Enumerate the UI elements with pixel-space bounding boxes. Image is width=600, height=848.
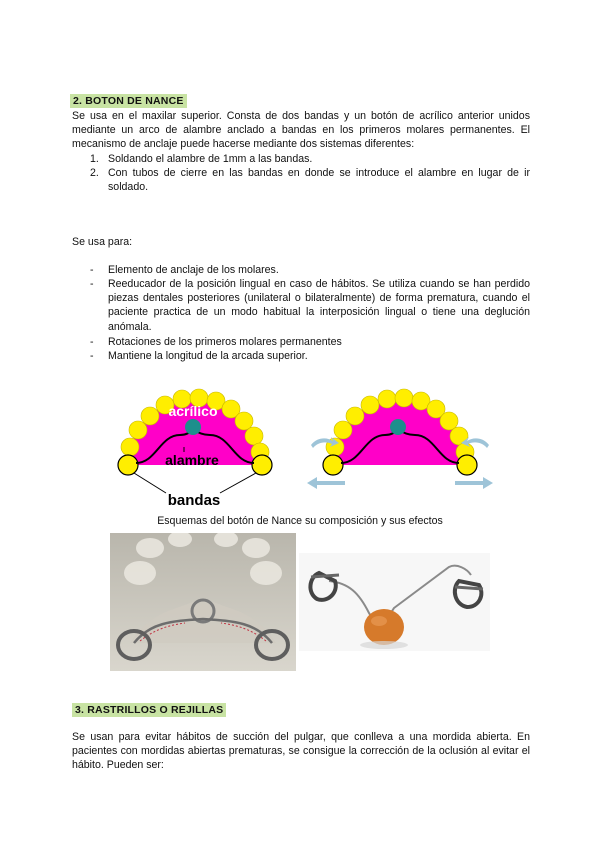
distal-arrow-left-icon	[307, 477, 345, 489]
nance-composition-diagram	[110, 385, 280, 515]
list-dash: -	[90, 336, 94, 348]
section2-intro-paragraph: Se usa en el maxilar superior. Consta de dos bandas y un botón de acrílico anterior unidos mediante un arco de alambre anclado a bandas en los primeros molares permanentes. El mecanismo de anclaje puede hacerse mediante dos sistemas diferentes:	[72, 110, 530, 151]
label-alambre: alambre	[165, 452, 219, 468]
method-text: Con tubos de cierre en las bandas en donde se introduce el alambre en lugar de ir soldado.	[108, 167, 530, 194]
method-item-2	[90, 166, 530, 196]
method-item-1	[90, 152, 530, 166]
dental-cast-illustration	[110, 533, 296, 671]
acrylic-button	[390, 419, 406, 435]
use-item-1	[90, 263, 530, 277]
list-dash: -	[90, 264, 94, 276]
molar-band-left	[118, 455, 138, 475]
label-acrilico: acrílico	[168, 403, 218, 419]
label-bandas: bandas	[167, 492, 221, 509]
figure-caption: Esquemas del botón de Nance su composición y sus efectos	[157, 515, 443, 527]
method-text: Soldando el alambre de 1mm a las bandas.	[108, 153, 313, 165]
use-item-4	[90, 349, 530, 363]
uses-title: Se usa para:	[72, 236, 133, 248]
list-dash: -	[90, 350, 94, 362]
nance-effects-diagram	[305, 385, 495, 490]
use-text: Rotaciones de los primeros molares permanentes	[108, 336, 342, 348]
molar-band-right	[457, 455, 477, 475]
distal-arrow-right-icon	[455, 477, 493, 489]
list-dash: -	[90, 278, 94, 290]
section-heading-rastrillos: 3. RASTRILLOS O REJILLAS	[72, 703, 226, 717]
section-heading-boton-nance: 2. BOTON DE NANCE	[70, 94, 187, 108]
photo-nance-appliance	[299, 553, 490, 651]
photo-dental-cast	[110, 533, 296, 671]
method-number: 2.	[90, 167, 99, 179]
appliance-illustration	[299, 553, 490, 651]
method-number: 1.	[90, 153, 99, 165]
molar-band-right	[252, 455, 272, 475]
molar-band-left	[323, 455, 343, 475]
use-text: Mantiene la longitud de la arcada superior.	[108, 350, 308, 362]
bandas-pointer-left	[134, 473, 166, 493]
use-item-3	[90, 335, 530, 349]
bandas-pointer-right	[220, 473, 256, 493]
use-item-2	[90, 277, 530, 335]
use-text: Elemento de anclaje de los molares.	[108, 264, 279, 276]
use-text: Reeducador de la posición lingual en caso de hábitos. Se utiliza cuando se han perdido piezas dentales posteriores (unilateral o bilateralmente) de forma prematura, cuando el paciente practica de un modo habitual la interposición lingual o tiene una deglución anómala.	[108, 278, 530, 333]
section3-intro-paragraph: Se usan para evitar hábitos de succión del pulgar, que conlleva a una mordida abierta. En pacientes con mordidas abiertas prematuras, se consigue la corrección de la oclusión al evitar el hábito. Pueden ser:	[72, 731, 530, 772]
acrylic-button	[185, 419, 201, 435]
